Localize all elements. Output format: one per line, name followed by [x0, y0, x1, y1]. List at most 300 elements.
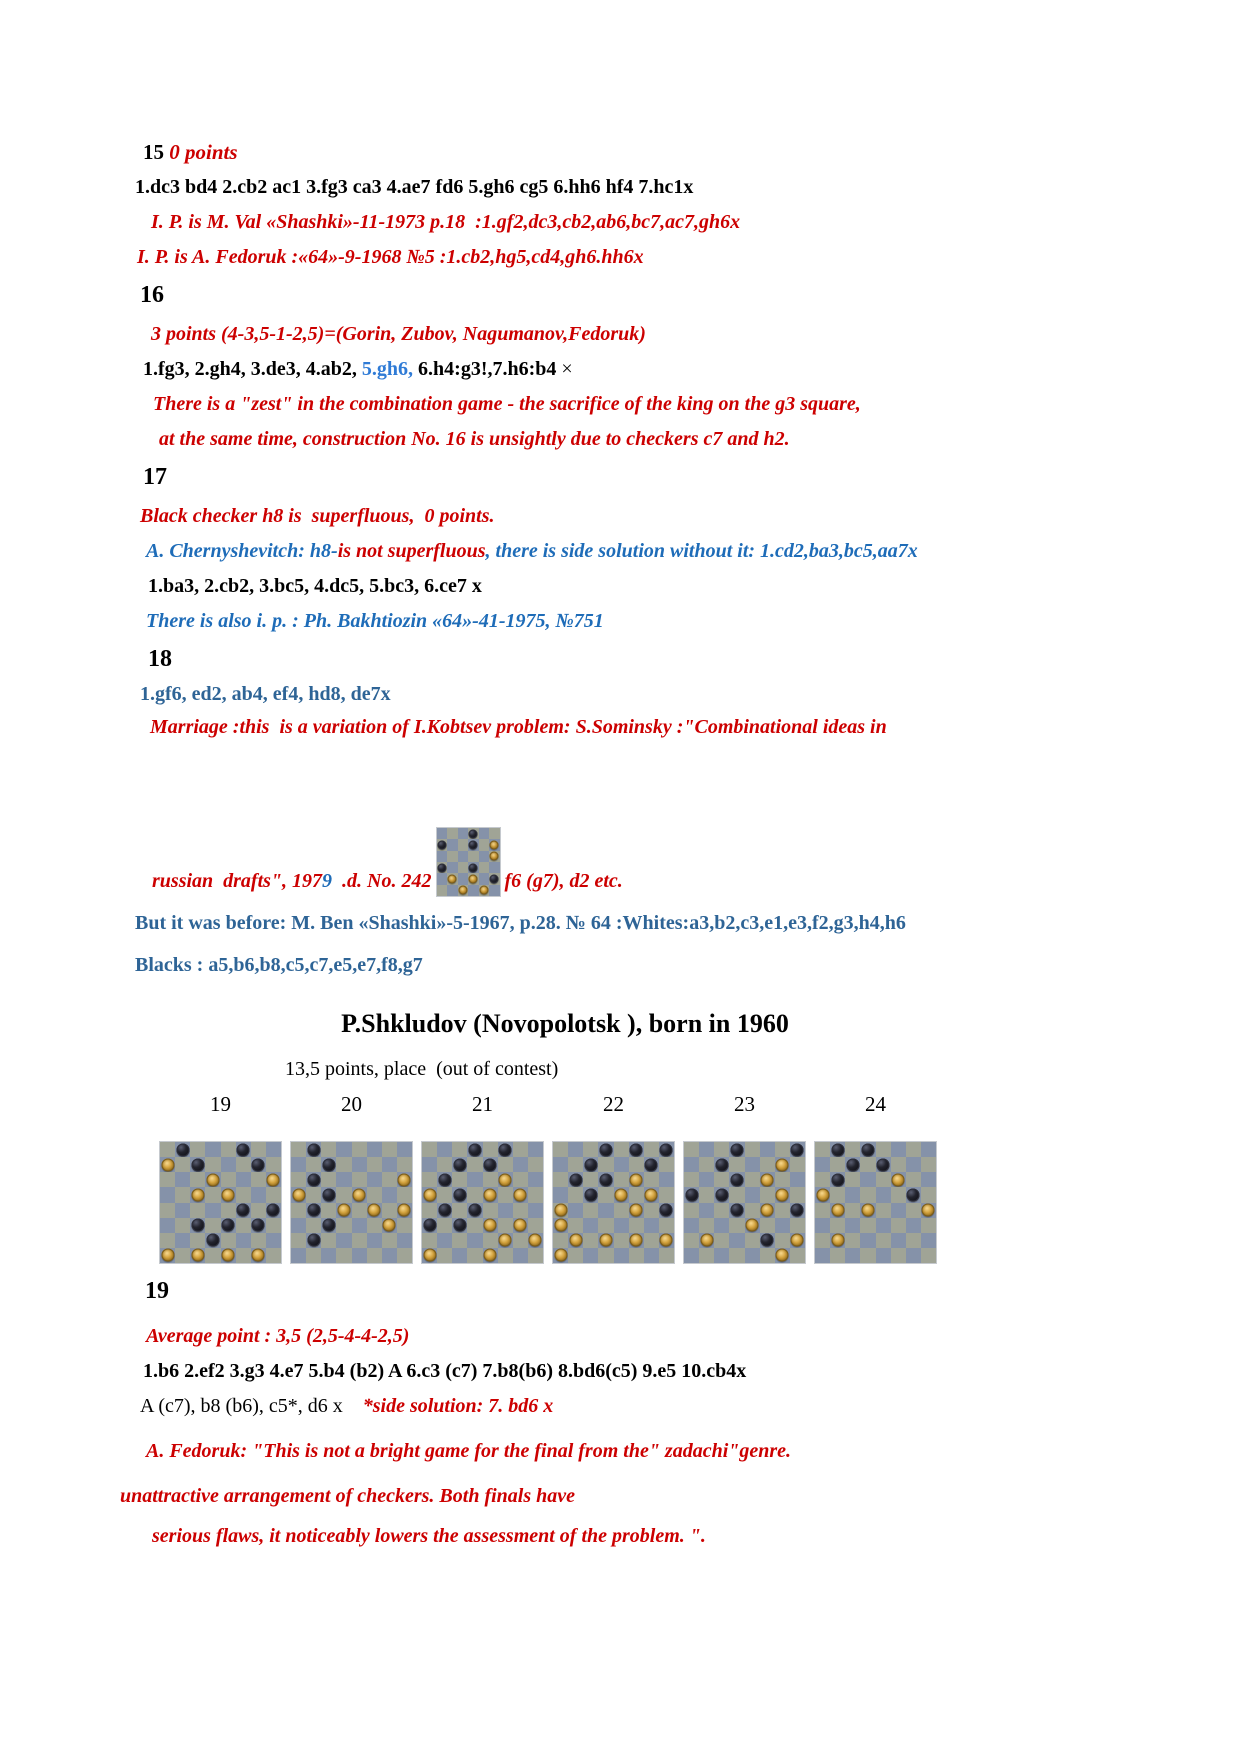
- board-square: [266, 1248, 281, 1263]
- black-checker-piece: [791, 1143, 804, 1156]
- board-square: [830, 1248, 845, 1263]
- board-square: [489, 862, 500, 873]
- board-square: [336, 1187, 351, 1202]
- black-checker-piece: [861, 1143, 874, 1156]
- annotation-line: [135, 952, 1135, 978]
- board-square: [845, 1187, 860, 1202]
- black-checker-piece: [191, 1158, 204, 1171]
- board-square: [489, 828, 500, 839]
- board-square: [291, 1172, 306, 1187]
- white-checker-piece: [831, 1204, 844, 1217]
- board-square: [745, 1218, 760, 1233]
- text-span: unattractive arrangement of checkers. Both finals have: [120, 1485, 575, 1507]
- board-square: [458, 828, 469, 839]
- board-square: [684, 1248, 699, 1263]
- moves-line-15: [135, 174, 1135, 200]
- board-square: [367, 1187, 382, 1202]
- board-square: [906, 1218, 921, 1233]
- board-square: [906, 1172, 921, 1187]
- white-checker-piece: [645, 1188, 658, 1201]
- board-square: [479, 839, 490, 850]
- text-span: f6 (g7), d2 etc.: [499, 870, 623, 892]
- board-square: [447, 885, 458, 896]
- white-checker-piece: [922, 1204, 935, 1217]
- board-square: [291, 1218, 306, 1233]
- board-square: [479, 862, 490, 873]
- board-square: [483, 1172, 498, 1187]
- board-square: [251, 1187, 266, 1202]
- board-square: [684, 1157, 699, 1172]
- board-square: [336, 1218, 351, 1233]
- board-square: [437, 1203, 452, 1218]
- board-square: [775, 1187, 790, 1202]
- board-square: [845, 1203, 860, 1218]
- board-square: [568, 1203, 583, 1218]
- board-square: [745, 1187, 760, 1202]
- board-square: [266, 1187, 281, 1202]
- board-square: [815, 1187, 830, 1202]
- text-span: There is also i. p. : Ph. Bakhtiozin «64»-41-1975, №751: [146, 610, 604, 632]
- board-square: [468, 839, 479, 850]
- board-square: [614, 1203, 629, 1218]
- analysis-text-block-1: [135, 138, 1135, 978]
- board-square: [775, 1172, 790, 1187]
- black-checker-piece: [322, 1219, 335, 1232]
- board-square: [760, 1187, 775, 1202]
- board-square: [498, 1142, 513, 1157]
- white-checker-piece: [831, 1234, 844, 1247]
- white-checker-piece: [816, 1188, 829, 1201]
- board-square: [251, 1172, 266, 1187]
- board-square: [498, 1248, 513, 1263]
- board-square: [528, 1233, 543, 1248]
- board-square: [684, 1203, 699, 1218]
- board-square: [382, 1248, 397, 1263]
- board-square: [553, 1142, 568, 1157]
- board-square: [714, 1218, 729, 1233]
- text-span: 1.b6 2.ef2 3.g3 4.e7 5.b4 (b2) A 6.c3 (c7) 7.b8(b6) 8.bd6(c5) 9.e5 10.cb4x: [143, 1360, 747, 1382]
- white-checker-piece: [554, 1219, 567, 1232]
- white-checker-piece: [292, 1188, 305, 1201]
- board-square: [729, 1142, 744, 1157]
- white-checker-piece: [490, 852, 499, 861]
- board-square: [568, 1157, 583, 1172]
- black-checker-piece: [267, 1204, 280, 1217]
- board-square: [528, 1142, 543, 1157]
- board-square: [352, 1142, 367, 1157]
- board-square: [775, 1218, 790, 1233]
- board-square: [479, 828, 490, 839]
- board-square: [775, 1157, 790, 1172]
- black-checker-piece: [761, 1234, 774, 1247]
- board-square: [190, 1157, 205, 1172]
- black-checker-piece: [252, 1158, 265, 1171]
- board-square: [553, 1203, 568, 1218]
- board-square: [891, 1172, 906, 1187]
- board-square: [160, 1248, 175, 1263]
- board-square: [906, 1233, 921, 1248]
- board-square: [175, 1248, 190, 1263]
- white-checker-piece: [222, 1249, 235, 1262]
- white-checker-piece: [529, 1234, 542, 1247]
- black-checker-piece: [569, 1173, 582, 1186]
- board-square: [598, 1157, 613, 1172]
- board-square: [266, 1218, 281, 1233]
- board-square: [236, 1218, 251, 1233]
- board-square: [205, 1187, 220, 1202]
- board-square: [659, 1157, 674, 1172]
- board-square: [236, 1233, 251, 1248]
- board-square: [397, 1187, 412, 1202]
- board-square: [684, 1172, 699, 1187]
- board-square: [775, 1233, 790, 1248]
- black-checker-piece: [468, 1204, 481, 1217]
- white-checker-piece: [191, 1249, 204, 1262]
- black-checker-piece: [645, 1158, 658, 1171]
- black-checker-piece: [660, 1143, 673, 1156]
- text-span: 16: [140, 282, 164, 308]
- board-square: [614, 1172, 629, 1187]
- board-square: [190, 1233, 205, 1248]
- board-square: [221, 1172, 236, 1187]
- board-square: [845, 1157, 860, 1172]
- board-square: [684, 1187, 699, 1202]
- board-square: [447, 828, 458, 839]
- board-square: [598, 1248, 613, 1263]
- board-square: [876, 1248, 891, 1263]
- board-square: [321, 1172, 336, 1187]
- board-square: [352, 1233, 367, 1248]
- board-square: [921, 1172, 936, 1187]
- board-square: [513, 1203, 528, 1218]
- board-square: [291, 1157, 306, 1172]
- checkers-board-23: [684, 1142, 805, 1263]
- text-span: at the same time, construction No. 16 is unsightly due to checkers c7 and h2.: [159, 428, 790, 450]
- board-square: [553, 1218, 568, 1233]
- board-square: [321, 1233, 336, 1248]
- board-square: [489, 839, 500, 850]
- board-square: [458, 862, 469, 873]
- board-square: [205, 1218, 220, 1233]
- board-square: [860, 1203, 875, 1218]
- board-square: [479, 851, 490, 862]
- board-square: [830, 1233, 845, 1248]
- board-square: [397, 1142, 412, 1157]
- board-square: [251, 1203, 266, 1218]
- board-square: [815, 1142, 830, 1157]
- board-square: [458, 873, 469, 884]
- board-square: [891, 1248, 906, 1263]
- board-square: [860, 1142, 875, 1157]
- board-square: [568, 1233, 583, 1248]
- white-checker-piece: [252, 1249, 265, 1262]
- black-checker-piece: [599, 1143, 612, 1156]
- board-square: [447, 873, 458, 884]
- board-square: [760, 1172, 775, 1187]
- board-square: [876, 1233, 891, 1248]
- board-square: [437, 1142, 452, 1157]
- text-span: 17: [143, 464, 167, 490]
- board-square: [553, 1157, 568, 1172]
- white-checker-piece: [267, 1173, 280, 1186]
- board-square: [629, 1157, 644, 1172]
- board-square: [845, 1248, 860, 1263]
- annotation-line: [151, 321, 1135, 347]
- black-checker-piece: [468, 1143, 481, 1156]
- board-square: [266, 1233, 281, 1248]
- black-checker-piece: [630, 1143, 643, 1156]
- board-square: [236, 1157, 251, 1172]
- board-square: [483, 1142, 498, 1157]
- board-square: [422, 1248, 437, 1263]
- white-checker-piece: [892, 1173, 905, 1186]
- black-checker-piece: [469, 863, 478, 872]
- board-square: [659, 1172, 674, 1187]
- board-square: [397, 1233, 412, 1248]
- board-square: [382, 1218, 397, 1233]
- text-span: There is a "zest" in the combination game - the sacrifice of the king on the g3 square,: [153, 393, 861, 415]
- board-square: [175, 1187, 190, 1202]
- board-square: [644, 1218, 659, 1233]
- board-square: [468, 873, 479, 884]
- board-square: [266, 1172, 281, 1187]
- board-square: [452, 1187, 467, 1202]
- inline-board-line: [152, 828, 1135, 896]
- board-square: [845, 1172, 860, 1187]
- board-square: [745, 1203, 760, 1218]
- black-checker-piece: [499, 1143, 512, 1156]
- black-checker-piece: [660, 1204, 673, 1217]
- board-number: 19: [210, 1092, 231, 1116]
- text-span: 6.h4:g3!,7.h6:b4: [413, 358, 562, 380]
- moves-line-19: [143, 1358, 1135, 1384]
- board-square: [845, 1218, 860, 1233]
- board-square: [860, 1187, 875, 1202]
- board-square: [291, 1203, 306, 1218]
- board-square: [528, 1203, 543, 1218]
- board-square: [745, 1248, 760, 1263]
- black-checker-piece: [322, 1188, 335, 1201]
- board-square: [221, 1218, 236, 1233]
- black-checker-piece: [730, 1204, 743, 1217]
- board-square: [236, 1187, 251, 1202]
- board-square: [644, 1233, 659, 1248]
- board-square: [367, 1233, 382, 1248]
- text-span: is not superfluous: [337, 540, 486, 562]
- board-square: [306, 1233, 321, 1248]
- board-square: [644, 1172, 659, 1187]
- white-checker-piece: [569, 1234, 582, 1247]
- board-square: [452, 1203, 467, 1218]
- white-checker-piece: [554, 1249, 567, 1262]
- board-square: [790, 1233, 805, 1248]
- annotation-line: [120, 1483, 1135, 1509]
- board-square: [921, 1203, 936, 1218]
- board-square: [306, 1187, 321, 1202]
- board-square: [659, 1187, 674, 1202]
- board-square: [684, 1142, 699, 1157]
- board-square: [367, 1203, 382, 1218]
- board-square: [367, 1172, 382, 1187]
- text-span: , there is side solution without it: 1.cd2,ba3,bc5,aa7x: [485, 540, 918, 562]
- board-square: [583, 1218, 598, 1233]
- board-square: [422, 1233, 437, 1248]
- board-square: [815, 1157, 830, 1172]
- board-square: [815, 1203, 830, 1218]
- annotation-line: [137, 244, 1135, 270]
- board-square: [745, 1172, 760, 1187]
- white-checker-piece: [458, 886, 467, 895]
- board-square: [367, 1248, 382, 1263]
- board-square: [437, 1248, 452, 1263]
- board-cell-24: [815, 1091, 936, 1263]
- board-square: [452, 1172, 467, 1187]
- board-square: [422, 1157, 437, 1172]
- moves-line-17: [148, 573, 1135, 599]
- section-16-heading: [140, 279, 1135, 311]
- board-square: [830, 1157, 845, 1172]
- board-square: [775, 1248, 790, 1263]
- board-square: [568, 1248, 583, 1263]
- board-square: [306, 1157, 321, 1172]
- black-checker-piece: [206, 1234, 219, 1247]
- board-square: [291, 1248, 306, 1263]
- board-square: [568, 1172, 583, 1187]
- board-square: [467, 1157, 482, 1172]
- checkers-board-19: [160, 1142, 281, 1263]
- section-18-heading: [148, 643, 1135, 675]
- checkers-board-22: [553, 1142, 674, 1263]
- black-checker-piece: [730, 1143, 743, 1156]
- board-square: [629, 1187, 644, 1202]
- board-square: [528, 1172, 543, 1187]
- board-square: [760, 1248, 775, 1263]
- black-checker-piece: [176, 1143, 189, 1156]
- board-square: [458, 839, 469, 850]
- black-checker-piece: [438, 1173, 451, 1186]
- white-checker-piece: [368, 1204, 381, 1217]
- text-span: *side solution: 7. bd6 x: [362, 1395, 554, 1417]
- board-square: [644, 1157, 659, 1172]
- black-checker-piece: [237, 1143, 250, 1156]
- white-checker-piece: [206, 1173, 219, 1186]
- board-square: [921, 1157, 936, 1172]
- board-square: [367, 1157, 382, 1172]
- document-content: [120, 138, 1135, 1558]
- black-checker-piece: [599, 1173, 612, 1186]
- black-checker-piece: [222, 1219, 235, 1232]
- board-square: [684, 1218, 699, 1233]
- black-checker-piece: [438, 1204, 451, 1217]
- board-square: [876, 1187, 891, 1202]
- board-square: [437, 1157, 452, 1172]
- board-square: [397, 1172, 412, 1187]
- board-square: [367, 1218, 382, 1233]
- text-span: I. P. is A. Fedoruk :«64»-9-1968 №5 :1.cb2,hg5,cd4,gh6.hh6x: [137, 246, 644, 268]
- board-square: [815, 1172, 830, 1187]
- black-checker-piece: [730, 1173, 743, 1186]
- author-title: P.Shkludov (Novopolotsk ), born in 1960: [341, 1009, 789, 1038]
- board-square: [790, 1248, 805, 1263]
- white-checker-piece: [861, 1204, 874, 1217]
- black-checker-piece: [484, 1158, 497, 1171]
- board-square: [790, 1218, 805, 1233]
- section-15-heading: [143, 138, 1135, 166]
- board-square: [644, 1248, 659, 1263]
- black-checker-piece: [584, 1158, 597, 1171]
- board-square: [790, 1203, 805, 1218]
- annotation-line: [152, 1523, 1135, 1549]
- board-square: [513, 1142, 528, 1157]
- board-square: [745, 1233, 760, 1248]
- white-checker-piece: [222, 1188, 235, 1201]
- white-checker-piece: [630, 1234, 643, 1247]
- board-square: [205, 1157, 220, 1172]
- board-square: [906, 1203, 921, 1218]
- board-number: 21: [472, 1092, 493, 1116]
- board-square: [614, 1187, 629, 1202]
- white-checker-piece: [469, 874, 478, 883]
- board-square: [921, 1187, 936, 1202]
- board-cell-21: [422, 1091, 543, 1263]
- board-square: [489, 873, 500, 884]
- board-square: [221, 1248, 236, 1263]
- board-square: [775, 1203, 790, 1218]
- black-checker-piece: [907, 1188, 920, 1201]
- board-square: [498, 1203, 513, 1218]
- board-square: [583, 1248, 598, 1263]
- white-checker-piece: [353, 1188, 366, 1201]
- board-square: [236, 1203, 251, 1218]
- board-square: [568, 1218, 583, 1233]
- board-square: [583, 1172, 598, 1187]
- board-square: [598, 1187, 613, 1202]
- black-checker-piece: [307, 1234, 320, 1247]
- black-checker-piece: [437, 840, 446, 849]
- black-checker-piece: [191, 1219, 204, 1232]
- annotation-line: [135, 910, 1135, 936]
- white-checker-piece: [484, 1219, 497, 1232]
- board-square: [699, 1172, 714, 1187]
- board-square: [458, 885, 469, 896]
- board-square: [221, 1203, 236, 1218]
- board-square: [447, 851, 458, 862]
- board-square: [489, 885, 500, 896]
- board-square: [190, 1142, 205, 1157]
- board-square: [598, 1233, 613, 1248]
- board-square: [452, 1248, 467, 1263]
- board-square: [815, 1218, 830, 1233]
- board-cell-20: [291, 1091, 412, 1263]
- black-checker-piece: [307, 1143, 320, 1156]
- board-square: [568, 1187, 583, 1202]
- white-checker-piece: [776, 1188, 789, 1201]
- board-square: [352, 1157, 367, 1172]
- board-square: [467, 1218, 482, 1233]
- board-square: [760, 1218, 775, 1233]
- board-square: [397, 1203, 412, 1218]
- board-square: [437, 873, 448, 884]
- board-square: [251, 1218, 266, 1233]
- board-square: [830, 1142, 845, 1157]
- board-square: [483, 1218, 498, 1233]
- board-square: [205, 1142, 220, 1157]
- board-square: [699, 1157, 714, 1172]
- white-checker-piece: [514, 1188, 527, 1201]
- board-square: [790, 1172, 805, 1187]
- board-square: [160, 1218, 175, 1233]
- board-square: [397, 1248, 412, 1263]
